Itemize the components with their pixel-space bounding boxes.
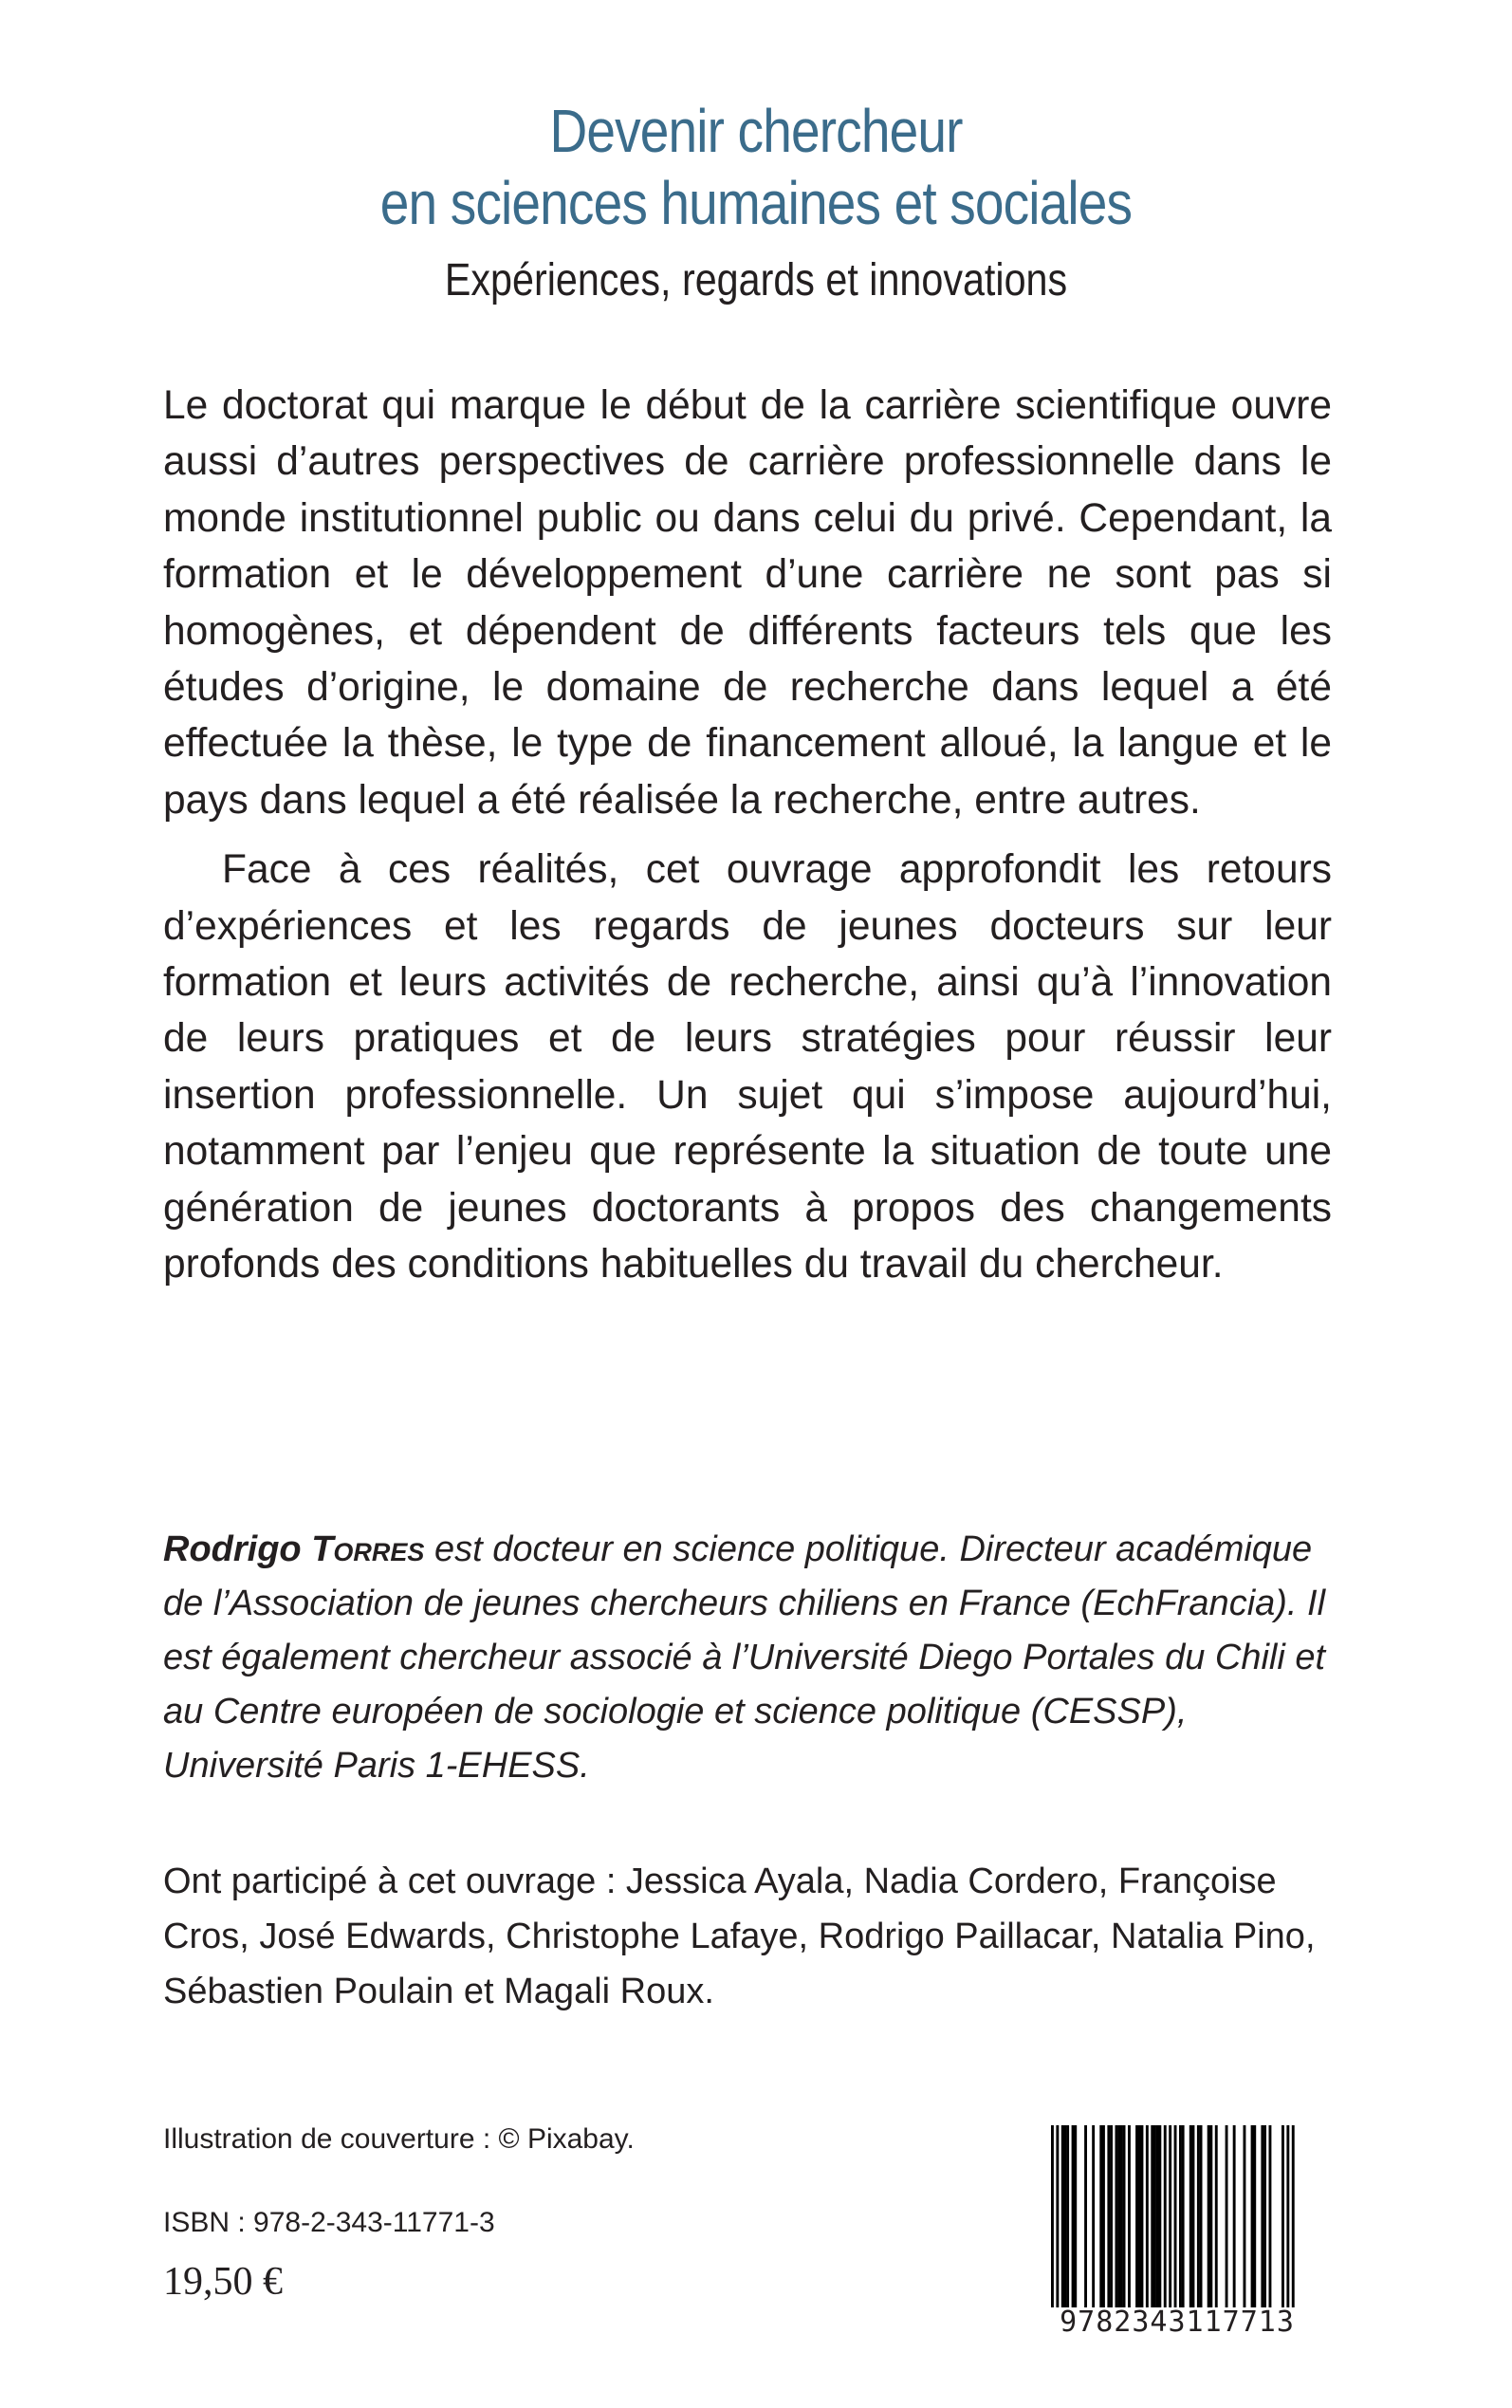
barcode-bar <box>1064 2125 1067 2311</box>
barcode-bar <box>1084 2125 1087 2311</box>
barcode-bar <box>1292 2125 1295 2311</box>
book-summary <box>163 378 1332 1293</box>
barcode-bar <box>1072 2125 1075 2311</box>
author-last-name: Torres <box>311 1529 425 1569</box>
barcode-bar <box>1153 2125 1156 2311</box>
summary-paragraph-1: Le doctorat qui marque le début de la carrière scientifique ouvre aussi d’autres perspectives de carrière professionnelle dans le monde institutionnel public ou dans celui du privé. Cependant, la formation et le développement d’une carrière ne sont pas si homogènes, et dépendent de différents facteurs tels que les études d’origine, le domaine de recherche dans lequel a été effectuée la thèse, le type de financement alloué, la langue et le pays dans lequel a été réalisée la recherche, entre autres. <box>163 383 1332 823</box>
barcode-bar <box>1116 2125 1118 2311</box>
book-title-line-2: en sciences humaines et sociales <box>379 169 1133 237</box>
barcode-digits: 9782343117713 <box>1032 2307 1322 2338</box>
summary-paragraph-2: Face à ces réalités, cet ouvrage approfondit les retours d’expériences et les regards de jeunes docteurs sur leur formation et leurs activités de recherche, ainsi qu’à l’innovation de leurs pratiques et de leurs stratégies pour réussir leur insertion professionnelle. Un sujet qui s’impose aujourd’hui, notamment par l’enjeu que représente la situation de toute une génération de jeunes doctorants à propos des changements profonds des conditions habituelles du travail du chercheur. <box>163 847 1332 1287</box>
barcode-bar <box>1141 2125 1144 2311</box>
barcode-bar <box>1138 2125 1141 2311</box>
barcode-bar <box>1102 2125 1105 2311</box>
barcode-bar <box>1226 2125 1228 2311</box>
barcode-bar <box>1120 2125 1123 2311</box>
barcode-bar <box>1233 2125 1236 2311</box>
isbn: ISBN : 978-2-343-11771-3 <box>163 2207 495 2238</box>
contributors: Ont participé à cet ouvrage : Jessica Ayala, Nadia Cordero, Françoise Cros, José Edwards, Christophe Lafaye, Rodrigo Paillacar, Natalia Pino, Sébastien Poulain et Magali Roux. <box>163 1862 1316 2011</box>
barcode-bar <box>1151 2125 1153 2311</box>
barcode-bar <box>1066 2125 1069 2311</box>
barcode-bar <box>1208 2125 1210 2311</box>
barcode <box>1032 2125 1322 2339</box>
barcode-bar <box>1261 2125 1263 2311</box>
barcode-bar <box>1269 2125 1272 2311</box>
barcode-bar <box>1061 2125 1064 2311</box>
book-subtitle: Expériences, regards et innovations <box>444 255 1068 306</box>
barcode-bar <box>1051 2125 1054 2311</box>
author-bio <box>163 1523 1332 1793</box>
barcode-bar <box>1182 2125 1185 2311</box>
author-bio-text: est docteur en science politique. Directeur académique de l’Association de jeunes chercheurs chiliens en France (EchFrancia). Il est également chercheur associé à l’Université Diego Portales du Chili et au Centre européen de sociologie et science politique (CESSP), Université Paris 1-EHESS. <box>163 1529 1326 1786</box>
barcode-bar <box>1123 2125 1126 2311</box>
cover-credit: Illustration de couverture : © Pixabay. <box>163 2123 635 2155</box>
barcode-bar <box>1092 2125 1095 2311</box>
barcode-bar <box>1189 2125 1192 2311</box>
barcode-bar <box>1286 2125 1289 2311</box>
barcode-bar <box>1197 2125 1200 2311</box>
barcode-bar <box>1056 2125 1059 2311</box>
barcode-bar <box>1156 2125 1159 2311</box>
barcode-bar <box>1164 2125 1167 2311</box>
barcode-bar <box>1200 2125 1203 2311</box>
barcode-bar <box>1174 2125 1177 2311</box>
book-title-line-1: Devenir chercheur <box>549 97 963 165</box>
barcode-bar <box>1117 2125 1120 2311</box>
price: 19,50 € <box>163 2260 283 2304</box>
barcode-bar <box>1099 2125 1102 2311</box>
barcode-bar <box>1253 2125 1256 2311</box>
barcode-bar <box>1263 2125 1266 2311</box>
barcode-bar <box>1107 2125 1110 2311</box>
barcode-bar <box>1282 2125 1284 2311</box>
barcode-bars <box>1032 2125 1322 2311</box>
barcode-bar <box>1209 2125 1212 2311</box>
barcode-bar <box>1179 2125 1182 2311</box>
barcode-bar <box>1244 2125 1246 2311</box>
barcode-bar <box>1135 2125 1138 2311</box>
barcode-bar <box>1074 2125 1077 2311</box>
barcode-bar <box>1251 2125 1254 2311</box>
barcode-bar <box>1158 2125 1161 2311</box>
author-first-name: Rodrigo <box>163 1529 302 1569</box>
barcode-bar <box>1192 2125 1195 2311</box>
barcode-bar <box>1110 2125 1113 2311</box>
barcode-bar <box>1128 2125 1131 2311</box>
barcode-bar <box>1146 2125 1149 2311</box>
barcode-bar <box>1169 2125 1171 2311</box>
title-block <box>0 95 1512 309</box>
barcode-bar <box>1215 2125 1218 2311</box>
